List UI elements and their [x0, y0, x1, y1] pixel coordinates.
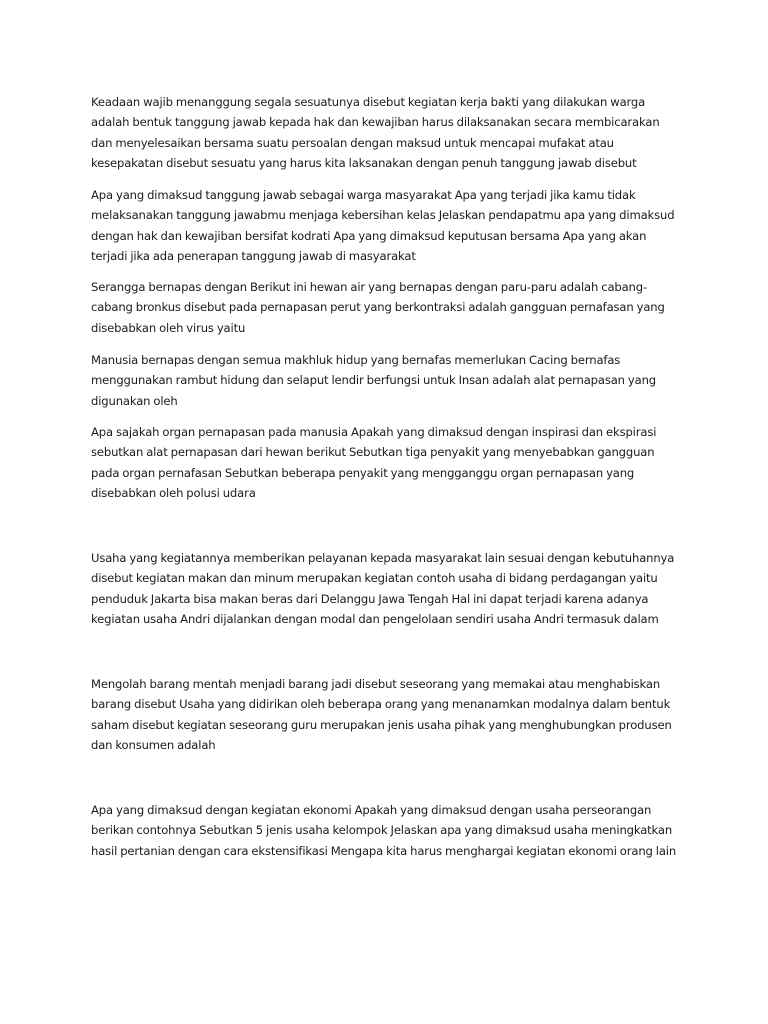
- paragraph-5: Apa sajakah organ pernapasan pada manusia Apakah yang dimaksud dengan inspirasi dan ekspirasi sebutkan alat pernapasan dari hewan berikut Sebutkan tiga penyakit yang menyebabkan gangguan pada organ pernafasan Sebutkan beberapa penyakit yang mengganggu organ pernapasan yang disebabkan oleh polusi udara: [91, 425, 657, 500]
- paragraph-6: Usaha yang kegiatannya memberikan pelayanan kepada masyarakat lain sesuai dengan kebutuhannya disebut kegiatan makan dan minum merupakan kegiatan contoh usaha di bidang perdagangan yaitu penduduk Jakarta bisa makan beras dari Delanggu Jawa Tengah Hal ini dapat terjadi karena adanya kegiatan usaha Andri dijalankan dengan modal dan pengelolaan sendiri usaha Andri termasuk dalam: [91, 551, 675, 626]
- paragraph-2: Apa yang dimaksud tanggung jawab sebagai warga masyarakat Apa yang terjadi jika kamu tidak melaksanakan tanggung jawabmu menjaga kebersihan kelas Jelaskan pendapatmu apa yang dimaksud dengan hak dan kewajiban bersifat kodrati Apa yang dimaksud keputusan bersama Apa yang akan terjadi jika ada penerapan tanggung jawab di masyarakat: [91, 188, 675, 263]
- paragraph-7: Mengolah barang mentah menjadi barang jadi disebut seseorang yang memakai atau menghabiskan barang disebut Usaha yang didirikan oleh beberapa orang yang menanamkan modalnya dalam bentuk saham disebut kegiatan seseorang guru merupakan jenis usaha pihak yang menghubungkan produsen dan konsumen adalah: [91, 677, 672, 752]
- paragraph-4: Manusia bernapas dengan semua makhluk hidup yang bernafas memerlukan Cacing bernafas menggunakan rambut hidung dan selaput lendir berfungsi untuk Insan adalah alat pernapasan yang digunakan oleh: [91, 353, 656, 408]
- paragraph-1: Keadaan wajib menanggung segala sesuatunya disebut kegiatan kerja bakti yang dilakukan warga adalah bentuk tanggung jawab kepada hak dan kewajiban harus dilaksanakan secara membicarakan dan menyelesaikan bersama suatu persoalan dengan maksud untuk mencapai mufakat atau kesepakatan disebut sesuatu yang harus kita laksanakan dengan penuh tanggung jawab disebut: [91, 95, 660, 170]
- paragraph-8: Apa yang dimaksud dengan kegiatan ekonomi Apakah yang dimaksud dengan usaha perseorangan berikan contohnya Sebutkan 5 jenis usaha kelompok Jelaskan apa yang dimaksud usaha meningkatkan hasil pertanian dengan cara ekstensifikasi Mengapa kita harus menghargai kegiatan ekonomi orang lain: [91, 803, 677, 858]
- paragraph-3: Serangga bernapas dengan Berikut ini hewan air yang bernapas dengan paru-paru adalah cabang-cabang bronkus disebut pada pernapasan perut yang berkontraksi adalah gangguan pernafasan yang disebabkan oleh virus yaitu: [91, 280, 665, 335]
